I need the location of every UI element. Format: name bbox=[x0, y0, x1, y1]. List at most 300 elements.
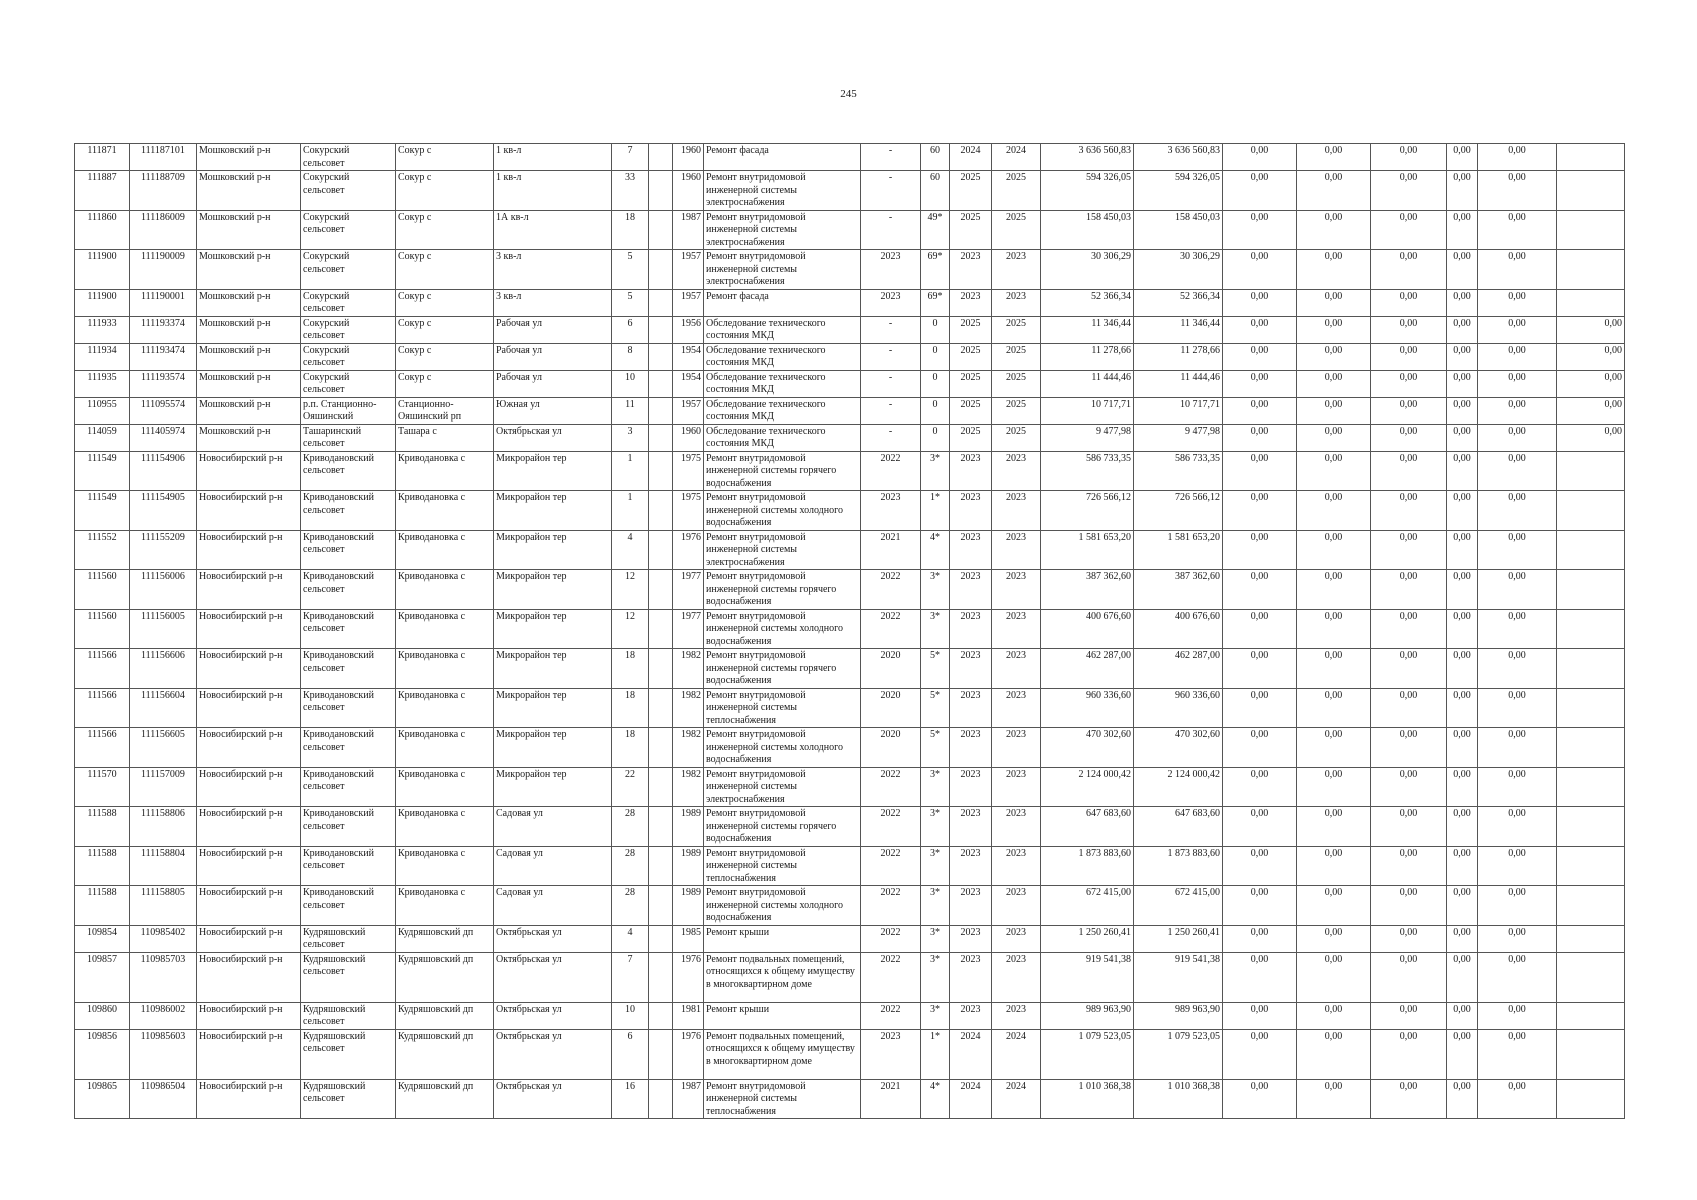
cell-owners-funds: 0,00 bbox=[1447, 1079, 1478, 1119]
cell-municipality: Криводановский сельсовет bbox=[301, 530, 396, 570]
cell-district: Новосибирский р-н bbox=[197, 807, 301, 847]
cell-budget-local: 0,00 bbox=[1371, 609, 1447, 649]
table-row bbox=[75, 144, 1625, 171]
cell-prev-year: 2022 bbox=[861, 451, 921, 491]
cell-house-number: 12 bbox=[612, 570, 649, 610]
cell-street: Садовая ул bbox=[494, 807, 612, 847]
cell-street: 1 кв-л bbox=[494, 171, 612, 211]
cell-extra: 0,00 bbox=[1557, 424, 1625, 451]
cell-plan-year-end: 2023 bbox=[992, 289, 1041, 316]
cell-budget-regional: 0,00 bbox=[1297, 316, 1371, 343]
cell-owners-funds: 0,00 bbox=[1447, 1029, 1478, 1079]
cell-house-number: 22 bbox=[612, 767, 649, 807]
cell-extra bbox=[1557, 1002, 1625, 1029]
cell-extra bbox=[1557, 210, 1625, 250]
cell-plan-year-end: 2023 bbox=[992, 491, 1041, 531]
cell-municipality: Сокурский сельсовет bbox=[301, 289, 396, 316]
cell-fund-cost: 470 302,60 bbox=[1134, 728, 1223, 768]
cell-plan-year-start: 2025 bbox=[950, 370, 992, 397]
cell-system-number: 111155209 bbox=[130, 530, 197, 570]
cell-plan-year-end: 2025 bbox=[992, 171, 1041, 211]
cell-district: Мошковский р-н bbox=[197, 397, 301, 424]
cell-plan-year-end: 2023 bbox=[992, 728, 1041, 768]
cell-prev-year: 2022 bbox=[861, 952, 921, 1002]
cell-budget-regional: 0,00 bbox=[1297, 1029, 1371, 1079]
cell-total-cost: 52 366,34 bbox=[1041, 289, 1134, 316]
cell-wear-percent: 1* bbox=[921, 1029, 950, 1079]
cell-prev-year: 2023 bbox=[861, 1029, 921, 1079]
cell-budget-local: 0,00 bbox=[1371, 1002, 1447, 1029]
cell-municipality: р.п. Станционно-Ояшинский bbox=[301, 397, 396, 424]
cell-build-year: 1960 bbox=[673, 424, 704, 451]
cell-reg-number: 111566 bbox=[75, 728, 130, 768]
cell-extra bbox=[1557, 1029, 1625, 1079]
cell-extra bbox=[1557, 1079, 1625, 1119]
cell-build-year: 1985 bbox=[673, 925, 704, 952]
cell-district: Новосибирский р-н bbox=[197, 728, 301, 768]
cell-work-type: Ремонт фасада bbox=[704, 144, 861, 171]
cell-owners-funds: 0,00 bbox=[1447, 530, 1478, 570]
cell-municipality: Криводановский сельсовет bbox=[301, 609, 396, 649]
cell-extra: 0,00 bbox=[1557, 370, 1625, 397]
cell-street: Микрорайон тер bbox=[494, 688, 612, 728]
table-row bbox=[75, 289, 1625, 316]
cell-fund-cost: 52 366,34 bbox=[1134, 289, 1223, 316]
cell-municipality: Криводановский сельсовет bbox=[301, 728, 396, 768]
cell-fund-cost: 989 963,90 bbox=[1134, 1002, 1223, 1029]
cell-house-number: 18 bbox=[612, 688, 649, 728]
cell-budget-local: 0,00 bbox=[1371, 424, 1447, 451]
cell-reg-number: 111933 bbox=[75, 316, 130, 343]
cell-street: Южная ул bbox=[494, 397, 612, 424]
cell-owners-funds: 0,00 bbox=[1447, 846, 1478, 886]
cell-budget-regional: 0,00 bbox=[1297, 343, 1371, 370]
cell-wear-percent: 4* bbox=[921, 1079, 950, 1119]
cell-district: Новосибирский р-н bbox=[197, 609, 301, 649]
cell-budget-local: 0,00 bbox=[1371, 649, 1447, 689]
cell-prev-year: - bbox=[861, 210, 921, 250]
cell-extra bbox=[1557, 807, 1625, 847]
cell-budget-federal: 0,00 bbox=[1223, 952, 1297, 1002]
cell-work-type: Ремонт внутридомовой инженерной системы электроснабжения bbox=[704, 250, 861, 290]
cell-work-type: Ремонт внутридомовой инженерной системы холодного водоснабжения bbox=[704, 609, 861, 649]
cell-other-funds: 0,00 bbox=[1478, 210, 1557, 250]
cell-street: 1 кв-л bbox=[494, 144, 612, 171]
cell-system-number: 110986002 bbox=[130, 1002, 197, 1029]
cell-prev-year: 2023 bbox=[861, 491, 921, 531]
cell-other-funds: 0,00 bbox=[1478, 424, 1557, 451]
cell-prev-year: 2022 bbox=[861, 570, 921, 610]
cell-prev-year: 2022 bbox=[861, 1002, 921, 1029]
cell-settlement: Сокур с bbox=[396, 343, 494, 370]
cell-plan-year-start: 2025 bbox=[950, 210, 992, 250]
cell-plan-year-start: 2025 bbox=[950, 424, 992, 451]
table-row bbox=[75, 1029, 1625, 1079]
cell-owners-funds: 0,00 bbox=[1447, 397, 1478, 424]
cell-build-year: 1957 bbox=[673, 397, 704, 424]
cell-reg-number: 111900 bbox=[75, 289, 130, 316]
cell-fund-cost: 9 477,98 bbox=[1134, 424, 1223, 451]
cell-building bbox=[649, 1079, 673, 1119]
cell-municipality: Кудряшовский сельсовет bbox=[301, 952, 396, 1002]
cell-wear-percent: 69* bbox=[921, 250, 950, 290]
cell-house-number: 18 bbox=[612, 649, 649, 689]
cell-budget-federal: 0,00 bbox=[1223, 397, 1297, 424]
cell-extra: 0,00 bbox=[1557, 397, 1625, 424]
cell-budget-local: 0,00 bbox=[1371, 289, 1447, 316]
cell-house-number: 7 bbox=[612, 952, 649, 1002]
cell-build-year: 1982 bbox=[673, 649, 704, 689]
cell-work-type: Ремонт подвальных помещений, относящихся к общему имуществу в многоквартирном доме bbox=[704, 952, 861, 1002]
cell-owners-funds: 0,00 bbox=[1447, 609, 1478, 649]
cell-reg-number: 111560 bbox=[75, 570, 130, 610]
cell-house-number: 7 bbox=[612, 144, 649, 171]
cell-budget-federal: 0,00 bbox=[1223, 370, 1297, 397]
cell-budget-federal: 0,00 bbox=[1223, 316, 1297, 343]
cell-building bbox=[649, 210, 673, 250]
cell-settlement: Криводановка с bbox=[396, 728, 494, 768]
cell-reg-number: 109856 bbox=[75, 1029, 130, 1079]
cell-settlement: Криводановка с bbox=[396, 886, 494, 926]
cell-extra bbox=[1557, 491, 1625, 531]
cell-budget-federal: 0,00 bbox=[1223, 925, 1297, 952]
cell-budget-local: 0,00 bbox=[1371, 530, 1447, 570]
cell-plan-year-start: 2025 bbox=[950, 343, 992, 370]
cell-budget-regional: 0,00 bbox=[1297, 1002, 1371, 1029]
cell-budget-federal: 0,00 bbox=[1223, 171, 1297, 211]
table-row bbox=[75, 570, 1625, 610]
cell-other-funds: 0,00 bbox=[1478, 952, 1557, 1002]
cell-budget-regional: 0,00 bbox=[1297, 397, 1371, 424]
cell-house-number: 33 bbox=[612, 171, 649, 211]
cell-budget-federal: 0,00 bbox=[1223, 289, 1297, 316]
cell-build-year: 1954 bbox=[673, 370, 704, 397]
cell-wear-percent: 0 bbox=[921, 424, 950, 451]
cell-budget-regional: 0,00 bbox=[1297, 370, 1371, 397]
cell-system-number: 111187101 bbox=[130, 144, 197, 171]
cell-build-year: 1957 bbox=[673, 289, 704, 316]
cell-work-type: Ремонт внутридомовой инженерной системы горячего водоснабжения bbox=[704, 451, 861, 491]
cell-building bbox=[649, 397, 673, 424]
cell-other-funds: 0,00 bbox=[1478, 316, 1557, 343]
cell-plan-year-start: 2024 bbox=[950, 144, 992, 171]
cell-plan-year-start: 2025 bbox=[950, 316, 992, 343]
cell-street: Рабочая ул bbox=[494, 370, 612, 397]
cell-street: Садовая ул bbox=[494, 886, 612, 926]
cell-wear-percent: 5* bbox=[921, 649, 950, 689]
cell-budget-local: 0,00 bbox=[1371, 688, 1447, 728]
cell-total-cost: 11 444,46 bbox=[1041, 370, 1134, 397]
cell-other-funds: 0,00 bbox=[1478, 728, 1557, 768]
cell-work-type: Ремонт крыши bbox=[704, 925, 861, 952]
cell-owners-funds: 0,00 bbox=[1447, 451, 1478, 491]
cell-budget-federal: 0,00 bbox=[1223, 807, 1297, 847]
cell-system-number: 110985703 bbox=[130, 952, 197, 1002]
cell-other-funds: 0,00 bbox=[1478, 925, 1557, 952]
cell-build-year: 1975 bbox=[673, 451, 704, 491]
cell-municipality: Кудряшовский сельсовет bbox=[301, 1079, 396, 1119]
cell-wear-percent: 5* bbox=[921, 688, 950, 728]
cell-extra bbox=[1557, 728, 1625, 768]
cell-budget-federal: 0,00 bbox=[1223, 886, 1297, 926]
cell-budget-federal: 0,00 bbox=[1223, 570, 1297, 610]
cell-reg-number: 109865 bbox=[75, 1079, 130, 1119]
cell-wear-percent: 3* bbox=[921, 886, 950, 926]
cell-street: Октябрьская ул bbox=[494, 925, 612, 952]
table-row bbox=[75, 1002, 1625, 1029]
cell-building bbox=[649, 570, 673, 610]
cell-total-cost: 9 477,98 bbox=[1041, 424, 1134, 451]
cell-house-number: 1 bbox=[612, 451, 649, 491]
cell-total-cost: 400 676,60 bbox=[1041, 609, 1134, 649]
cell-reg-number: 111588 bbox=[75, 846, 130, 886]
cell-owners-funds: 0,00 bbox=[1447, 886, 1478, 926]
cell-total-cost: 387 362,60 bbox=[1041, 570, 1134, 610]
cell-district: Мошковский р-н bbox=[197, 343, 301, 370]
cell-district: Новосибирский р-н bbox=[197, 570, 301, 610]
cell-settlement: Кудряшовский дп bbox=[396, 1079, 494, 1119]
table-row bbox=[75, 530, 1625, 570]
cell-plan-year-end: 2023 bbox=[992, 530, 1041, 570]
cell-budget-regional: 0,00 bbox=[1297, 767, 1371, 807]
cell-budget-regional: 0,00 bbox=[1297, 688, 1371, 728]
cell-prev-year: 2023 bbox=[861, 250, 921, 290]
cell-other-funds: 0,00 bbox=[1478, 886, 1557, 926]
cell-work-type: Ремонт внутридомовой инженерной системы горячего водоснабжения bbox=[704, 807, 861, 847]
cell-district: Новосибирский р-н bbox=[197, 688, 301, 728]
cell-settlement: Криводановка с bbox=[396, 807, 494, 847]
cell-plan-year-start: 2025 bbox=[950, 397, 992, 424]
cell-prev-year: 2023 bbox=[861, 289, 921, 316]
cell-budget-regional: 0,00 bbox=[1297, 886, 1371, 926]
cell-plan-year-end: 2025 bbox=[992, 424, 1041, 451]
cell-plan-year-end: 2023 bbox=[992, 767, 1041, 807]
cell-budget-local: 0,00 bbox=[1371, 316, 1447, 343]
cell-budget-federal: 0,00 bbox=[1223, 767, 1297, 807]
cell-house-number: 4 bbox=[612, 530, 649, 570]
cell-building bbox=[649, 688, 673, 728]
cell-fund-cost: 594 326,05 bbox=[1134, 171, 1223, 211]
cell-total-cost: 1 250 260,41 bbox=[1041, 925, 1134, 952]
cell-plan-year-end: 2025 bbox=[992, 370, 1041, 397]
cell-settlement: Ташара с bbox=[396, 424, 494, 451]
cell-other-funds: 0,00 bbox=[1478, 171, 1557, 211]
cell-build-year: 1976 bbox=[673, 1029, 704, 1079]
cell-settlement: Кудряшовский дп bbox=[396, 1029, 494, 1079]
cell-owners-funds: 0,00 bbox=[1447, 316, 1478, 343]
cell-house-number: 28 bbox=[612, 807, 649, 847]
cell-plan-year-end: 2024 bbox=[992, 144, 1041, 171]
cell-street: Микрорайон тер bbox=[494, 491, 612, 531]
cell-plan-year-end: 2023 bbox=[992, 807, 1041, 847]
cell-municipality: Криводановский сельсовет bbox=[301, 649, 396, 689]
cell-owners-funds: 0,00 bbox=[1447, 144, 1478, 171]
cell-settlement: Станционно-Ояшинский рп bbox=[396, 397, 494, 424]
cell-work-type: Обследование технического состояния МКД bbox=[704, 370, 861, 397]
cell-total-cost: 11 278,66 bbox=[1041, 343, 1134, 370]
cell-street: Октябрьская ул bbox=[494, 1029, 612, 1079]
cell-district: Мошковский р-н bbox=[197, 316, 301, 343]
cell-plan-year-start: 2023 bbox=[950, 767, 992, 807]
cell-prev-year: - bbox=[861, 424, 921, 451]
cell-fund-cost: 3 636 560,83 bbox=[1134, 144, 1223, 171]
page-number: 245 bbox=[840, 88, 857, 100]
cell-budget-local: 0,00 bbox=[1371, 886, 1447, 926]
cell-reg-number: 111860 bbox=[75, 210, 130, 250]
cell-system-number: 111158805 bbox=[130, 886, 197, 926]
cell-other-funds: 0,00 bbox=[1478, 397, 1557, 424]
cell-settlement: Криводановка с bbox=[396, 451, 494, 491]
cell-budget-regional: 0,00 bbox=[1297, 570, 1371, 610]
cell-settlement: Сокур с bbox=[396, 316, 494, 343]
cell-building bbox=[649, 424, 673, 451]
cell-house-number: 4 bbox=[612, 925, 649, 952]
cell-municipality: Криводановский сельсовет bbox=[301, 451, 396, 491]
cell-total-cost: 1 873 883,60 bbox=[1041, 846, 1134, 886]
cell-budget-regional: 0,00 bbox=[1297, 210, 1371, 250]
cell-budget-regional: 0,00 bbox=[1297, 491, 1371, 531]
cell-plan-year-start: 2023 bbox=[950, 886, 992, 926]
table-row bbox=[75, 688, 1625, 728]
cell-building bbox=[649, 925, 673, 952]
cell-system-number: 111095574 bbox=[130, 397, 197, 424]
cell-other-funds: 0,00 bbox=[1478, 807, 1557, 847]
cell-reg-number: 114059 bbox=[75, 424, 130, 451]
cell-work-type: Ремонт внутридомовой инженерной системы теплоснабжения bbox=[704, 1079, 861, 1119]
cell-wear-percent: 1* bbox=[921, 491, 950, 531]
cell-owners-funds: 0,00 bbox=[1447, 767, 1478, 807]
cell-building bbox=[649, 289, 673, 316]
cell-work-type: Ремонт внутридомовой инженерной системы холодного водоснабжения bbox=[704, 728, 861, 768]
cell-total-cost: 30 306,29 bbox=[1041, 250, 1134, 290]
cell-settlement: Сокур с bbox=[396, 210, 494, 250]
cell-total-cost: 1 079 523,05 bbox=[1041, 1029, 1134, 1079]
cell-street: 3 кв-л bbox=[494, 250, 612, 290]
table-row bbox=[75, 728, 1625, 768]
cell-building bbox=[649, 728, 673, 768]
cell-extra bbox=[1557, 451, 1625, 491]
cell-budget-local: 0,00 bbox=[1371, 451, 1447, 491]
cell-municipality: Сокурский сельсовет bbox=[301, 370, 396, 397]
cell-municipality: Кудряшовский сельсовет bbox=[301, 1029, 396, 1079]
cell-system-number: 111405974 bbox=[130, 424, 197, 451]
cell-extra bbox=[1557, 649, 1625, 689]
cell-prev-year: 2020 bbox=[861, 688, 921, 728]
cell-street: Октябрьская ул bbox=[494, 952, 612, 1002]
cell-district: Мошковский р-н bbox=[197, 289, 301, 316]
cell-settlement: Криводановка с bbox=[396, 846, 494, 886]
cell-build-year: 1982 bbox=[673, 688, 704, 728]
cell-other-funds: 0,00 bbox=[1478, 688, 1557, 728]
cell-wear-percent: 4* bbox=[921, 530, 950, 570]
cell-total-cost: 586 733,35 bbox=[1041, 451, 1134, 491]
cell-extra bbox=[1557, 171, 1625, 211]
cell-work-type: Обследование технического состояния МКД bbox=[704, 424, 861, 451]
cell-system-number: 111193574 bbox=[130, 370, 197, 397]
cell-municipality: Криводановский сельсовет bbox=[301, 886, 396, 926]
cell-house-number: 10 bbox=[612, 1002, 649, 1029]
cell-settlement: Криводановка с bbox=[396, 530, 494, 570]
cell-owners-funds: 0,00 bbox=[1447, 952, 1478, 1002]
cell-budget-federal: 0,00 bbox=[1223, 530, 1297, 570]
cell-budget-regional: 0,00 bbox=[1297, 451, 1371, 491]
cell-total-cost: 647 683,60 bbox=[1041, 807, 1134, 847]
cell-plan-year-end: 2023 bbox=[992, 1002, 1041, 1029]
cell-fund-cost: 11 444,46 bbox=[1134, 370, 1223, 397]
table-row bbox=[75, 925, 1625, 952]
cell-prev-year: 2022 bbox=[861, 609, 921, 649]
cell-build-year: 1989 bbox=[673, 846, 704, 886]
cell-settlement: Криводановка с bbox=[396, 609, 494, 649]
cell-plan-year-end: 2023 bbox=[992, 250, 1041, 290]
cell-house-number: 11 bbox=[612, 397, 649, 424]
table-row bbox=[75, 451, 1625, 491]
cell-reg-number: 111549 bbox=[75, 491, 130, 531]
cell-budget-local: 0,00 bbox=[1371, 210, 1447, 250]
cell-district: Мошковский р-н bbox=[197, 370, 301, 397]
cell-municipality: Криводановский сельсовет bbox=[301, 807, 396, 847]
cell-owners-funds: 0,00 bbox=[1447, 370, 1478, 397]
cell-budget-federal: 0,00 bbox=[1223, 688, 1297, 728]
cell-build-year: 1957 bbox=[673, 250, 704, 290]
cell-other-funds: 0,00 bbox=[1478, 451, 1557, 491]
cell-wear-percent: 3* bbox=[921, 609, 950, 649]
cell-work-type: Ремонт внутридомовой инженерной системы теплоснабжения bbox=[704, 688, 861, 728]
cell-extra bbox=[1557, 688, 1625, 728]
cell-system-number: 111193474 bbox=[130, 343, 197, 370]
cell-plan-year-end: 2025 bbox=[992, 343, 1041, 370]
cell-total-cost: 462 287,00 bbox=[1041, 649, 1134, 689]
cell-fund-cost: 1 010 368,38 bbox=[1134, 1079, 1223, 1119]
cell-district: Новосибирский р-н bbox=[197, 1002, 301, 1029]
cell-budget-federal: 0,00 bbox=[1223, 846, 1297, 886]
cell-street: Микрорайон тер bbox=[494, 767, 612, 807]
cell-reg-number: 111934 bbox=[75, 343, 130, 370]
cell-street: Рабочая ул bbox=[494, 316, 612, 343]
cell-build-year: 1960 bbox=[673, 144, 704, 171]
cell-municipality: Криводановский сельсовет bbox=[301, 491, 396, 531]
table-row bbox=[75, 316, 1625, 343]
cell-wear-percent: 3* bbox=[921, 1002, 950, 1029]
cell-plan-year-end: 2023 bbox=[992, 952, 1041, 1002]
cell-other-funds: 0,00 bbox=[1478, 530, 1557, 570]
cell-prev-year: - bbox=[861, 171, 921, 211]
cell-other-funds: 0,00 bbox=[1478, 846, 1557, 886]
cell-build-year: 1987 bbox=[673, 1079, 704, 1119]
table-row bbox=[75, 1079, 1625, 1119]
cell-system-number: 111156604 bbox=[130, 688, 197, 728]
cell-build-year: 1975 bbox=[673, 491, 704, 531]
cell-total-cost: 3 636 560,83 bbox=[1041, 144, 1134, 171]
cell-extra bbox=[1557, 767, 1625, 807]
cell-total-cost: 594 326,05 bbox=[1041, 171, 1134, 211]
cell-total-cost: 919 541,38 bbox=[1041, 952, 1134, 1002]
cell-system-number: 110985603 bbox=[130, 1029, 197, 1079]
cell-municipality: Криводановский сельсовет bbox=[301, 570, 396, 610]
cell-fund-cost: 919 541,38 bbox=[1134, 952, 1223, 1002]
table-row bbox=[75, 424, 1625, 451]
cell-fund-cost: 726 566,12 bbox=[1134, 491, 1223, 531]
cell-extra bbox=[1557, 886, 1625, 926]
cell-extra bbox=[1557, 570, 1625, 610]
cell-budget-regional: 0,00 bbox=[1297, 250, 1371, 290]
cell-owners-funds: 0,00 bbox=[1447, 688, 1478, 728]
cell-fund-cost: 586 733,35 bbox=[1134, 451, 1223, 491]
cell-budget-local: 0,00 bbox=[1371, 925, 1447, 952]
cell-building bbox=[649, 649, 673, 689]
cell-plan-year-start: 2023 bbox=[950, 609, 992, 649]
cell-build-year: 1960 bbox=[673, 171, 704, 211]
